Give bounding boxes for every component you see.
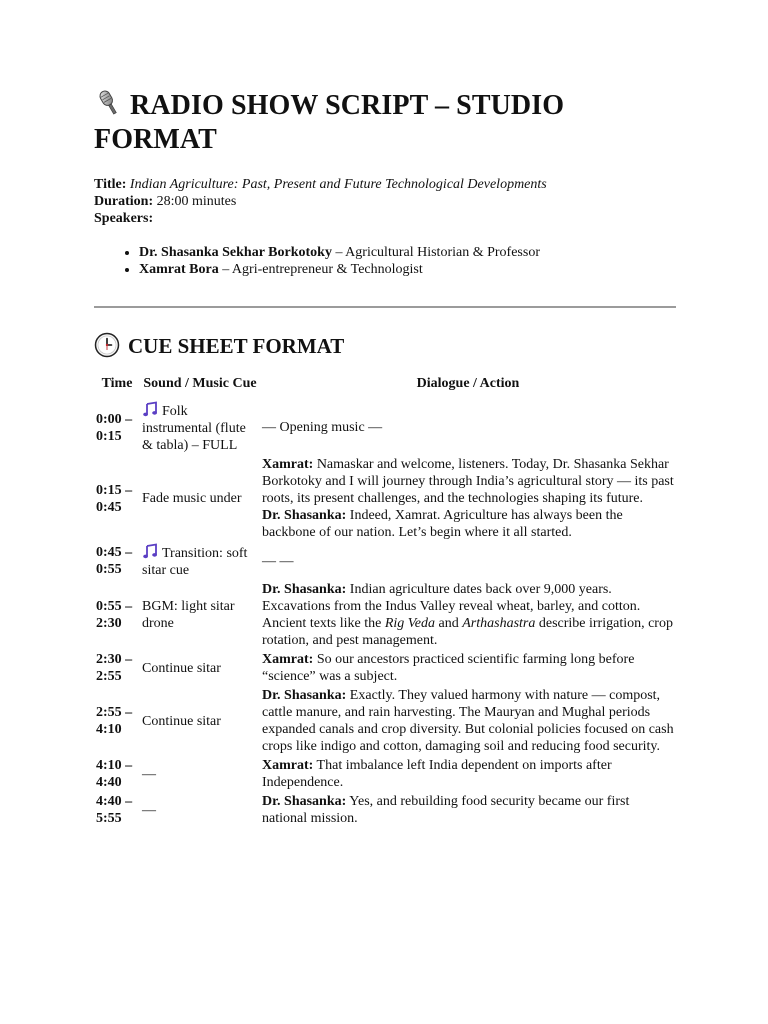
dialogue-text: describe irrigation, crop rotation, and pest management. [262, 616, 673, 648]
table-header-row [94, 373, 676, 400]
cue-sound-text: Folk instrumental (flute & tabla) – FULL [142, 404, 246, 453]
table-row [94, 400, 676, 455]
dialogue-text: — — [262, 553, 294, 569]
cue-dialogue [260, 686, 676, 756]
document-page [94, 88, 676, 828]
dialogue-text: Namaskar and welcome, listeners. Today, Dr. Shasanka Sekhar Borkotoky and I will journey through India’s agricultural story — its past roots, its present challenges, and the technologies shaping its future. [262, 457, 674, 506]
column-header-dialogue: Dialogue / Action [416, 376, 520, 391]
cue-sound-text: Transition: soft sitar cue [142, 546, 248, 578]
dialogue-emphasis: Arthashastra [462, 616, 536, 631]
speakers-label: Speakers: [94, 211, 154, 226]
speaker-label: Xamrat: [262, 652, 314, 667]
cue-time: 2:30 – 2:55 [96, 652, 133, 684]
table-row [94, 455, 676, 542]
speakers-line [94, 210, 676, 227]
cue-dialogue [260, 792, 676, 828]
duration-label: Duration: [94, 194, 154, 209]
dialogue-text: Indeed, Xamrat. Agriculture has always been the backbone of our nation. Let’s begin where it all started. [262, 508, 623, 540]
column-header-sound: Sound / Music Cue [143, 376, 257, 391]
dialogue-text: So our ancestors practiced scientific farming long before “science” was a subject. [262, 652, 635, 684]
section-title-text: CUE SHEET FORMAT [128, 334, 345, 358]
cue-time: 0:00 – 0:15 [96, 411, 133, 444]
cue-time: 4:10 – 4:40 [96, 758, 133, 790]
dialogue-text: Exactly. They valued harmony with nature — compost, cattle manure, and rain harvesting. The Mauryan and Mughal periods expanded canals and crop diversity. But colonial policies focused on cash crops like indigo and cotton, damaging soil and reducing food security. [262, 688, 674, 754]
cue-dialogue [260, 400, 676, 455]
table-row [94, 650, 676, 686]
section-title [94, 332, 676, 359]
speaker-label: Dr. Shasanka: [262, 582, 347, 597]
speaker-label: Xamrat: [262, 457, 314, 472]
cue-sound: Continue sitar [142, 660, 221, 676]
cue-sound: Fade music under [142, 491, 242, 506]
page-title-text: RADIO SHOW SCRIPT – STUDIO FORMAT [94, 90, 565, 155]
dialogue-text: Indian agriculture dates back over 9,000 years. Excavations from the Indus Valley reveal wheat, barley, and cotton. Ancient texts like the [262, 582, 641, 631]
speaker-role: – Agri-entrepreneur & Technologist [218, 262, 423, 277]
section-divider [94, 306, 676, 308]
cue-time: 0:45 – 0:55 [96, 545, 133, 577]
page-title [94, 88, 676, 157]
cue-sound [140, 542, 260, 580]
table-row [94, 792, 676, 828]
column-header-time: Time [101, 376, 133, 391]
cue-dialogue [260, 756, 676, 792]
list-item [139, 244, 676, 261]
cue-sheet-table [94, 373, 676, 828]
cue-sound: Continue sitar [142, 713, 221, 729]
speaker-name: Xamrat Bora [139, 262, 219, 277]
speaker-label: Dr. Shasanka: [262, 794, 347, 809]
cue-sound: — [142, 766, 156, 782]
speaker-label: Dr. Shasanka: [262, 508, 347, 523]
cue-dialogue [260, 542, 676, 580]
script-meta [94, 176, 676, 227]
speaker-label: Xamrat: [262, 758, 314, 773]
cue-dialogue [260, 455, 676, 542]
dialogue-line [262, 507, 674, 541]
cue-time: 4:40 – 5:55 [96, 794, 133, 826]
table-row [94, 686, 676, 756]
cue-time: 2:55 – 4:10 [96, 705, 133, 737]
microphone-icon [94, 88, 124, 118]
cue-dialogue [260, 650, 676, 686]
dialogue-text: — Opening music — [262, 420, 383, 435]
title-label: Title: [94, 177, 127, 192]
list-item [139, 261, 676, 278]
speaker-role: – Agricultural Historian & Professor [331, 245, 540, 260]
duration-line [94, 193, 676, 210]
duration-value: 28:00 minutes [156, 194, 237, 209]
cue-time: 0:15 – 0:45 [96, 482, 133, 515]
dialogue-text: Yes, and rebuilding food security became our first national mission. [262, 794, 630, 826]
music-note-icon [142, 401, 159, 418]
title-line [94, 176, 676, 193]
cue-sound: — [142, 802, 156, 818]
speaker-name: Dr. Shasanka Sekhar Borkotoky [139, 245, 332, 260]
table-row [94, 542, 676, 580]
title-value: Indian Agriculture: Past, Present and Future Technological Developments [129, 177, 547, 192]
table-row [94, 756, 676, 792]
music-note-icon [142, 543, 159, 560]
table-row [94, 580, 676, 650]
cue-dialogue [260, 580, 676, 650]
dialogue-text: and [435, 616, 463, 631]
cue-sound: BGM: light sitar drone [142, 599, 235, 631]
dialogue-line [262, 456, 674, 507]
cue-time: 0:55 – 2:30 [96, 599, 133, 631]
dialogue-emphasis: Rig Veda [384, 616, 436, 631]
speaker-label: Dr. Shasanka: [262, 688, 347, 703]
clock-icon [94, 332, 120, 358]
cue-sound [140, 400, 260, 455]
dialogue-text: That imbalance left India dependent on imports after Independence. [262, 758, 612, 790]
speakers-list [94, 244, 676, 278]
